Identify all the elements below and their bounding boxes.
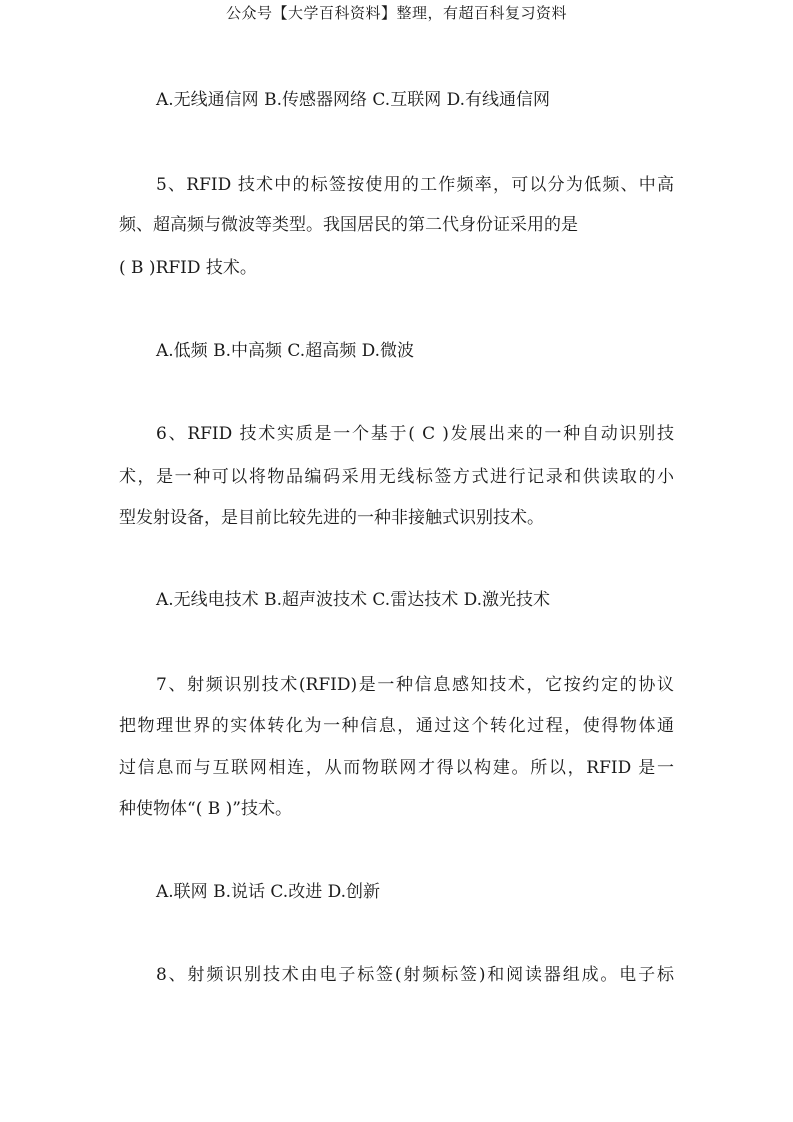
options-q5: A.低频 B.中高频 C.超高频 D.微波 — [156, 341, 415, 361]
page-header: 公众号【大学百科资料】整理，有超百科复习资料 — [225, 4, 567, 22]
question-5-line-2: 频、超高频与微波等类型。我国居民的第二代身份证采用的是 — [119, 215, 578, 235]
question-5-line-3: ( B )RFID 技术。 — [119, 258, 257, 278]
question-6-line-1: 6、RFID 技术实质是一个基于( C )发展出来的一种自动识别技 — [156, 424, 674, 444]
question-7-line-4: 种使物体“( B )”技术。 — [119, 799, 292, 819]
options-q7: A.联网 B.说话 C.改进 D.创新 — [156, 882, 381, 902]
question-6-line-2: 术，是一种可以将物品编码采用无线标签方式进行记录和供读取的小 — [119, 467, 674, 487]
options-q6: A.无线电技术 B.超声波技术 C.雷达技术 D.激光技术 — [156, 590, 551, 610]
question-5-line-1: 5、RFID 技术中的标签按使用的工作频率，可以分为低频、中高 — [156, 175, 674, 195]
options-q4: A.无线通信网 B.传感器网络 C.互联网 D.有线通信网 — [156, 90, 551, 110]
question-7-line-2: 把物理世界的实体转化为一种信息，通过这个转化过程，使得物体通 — [119, 716, 674, 736]
question-8-line-1: 8、射频识别技术由电子标签(射频标签)和阅读器组成。电子标 — [156, 965, 674, 985]
question-7-line-1: 7、射频识别技术(RFID)是一种信息感知技术，它按约定的协议 — [156, 675, 674, 695]
question-7-line-3: 过信息而与互联网相连，从而物联网才得以构建。所以，RFID 是一 — [119, 758, 674, 778]
question-6-line-3: 型发射设备，是目前比较先进的一种非接触式识别技术。 — [119, 508, 544, 528]
